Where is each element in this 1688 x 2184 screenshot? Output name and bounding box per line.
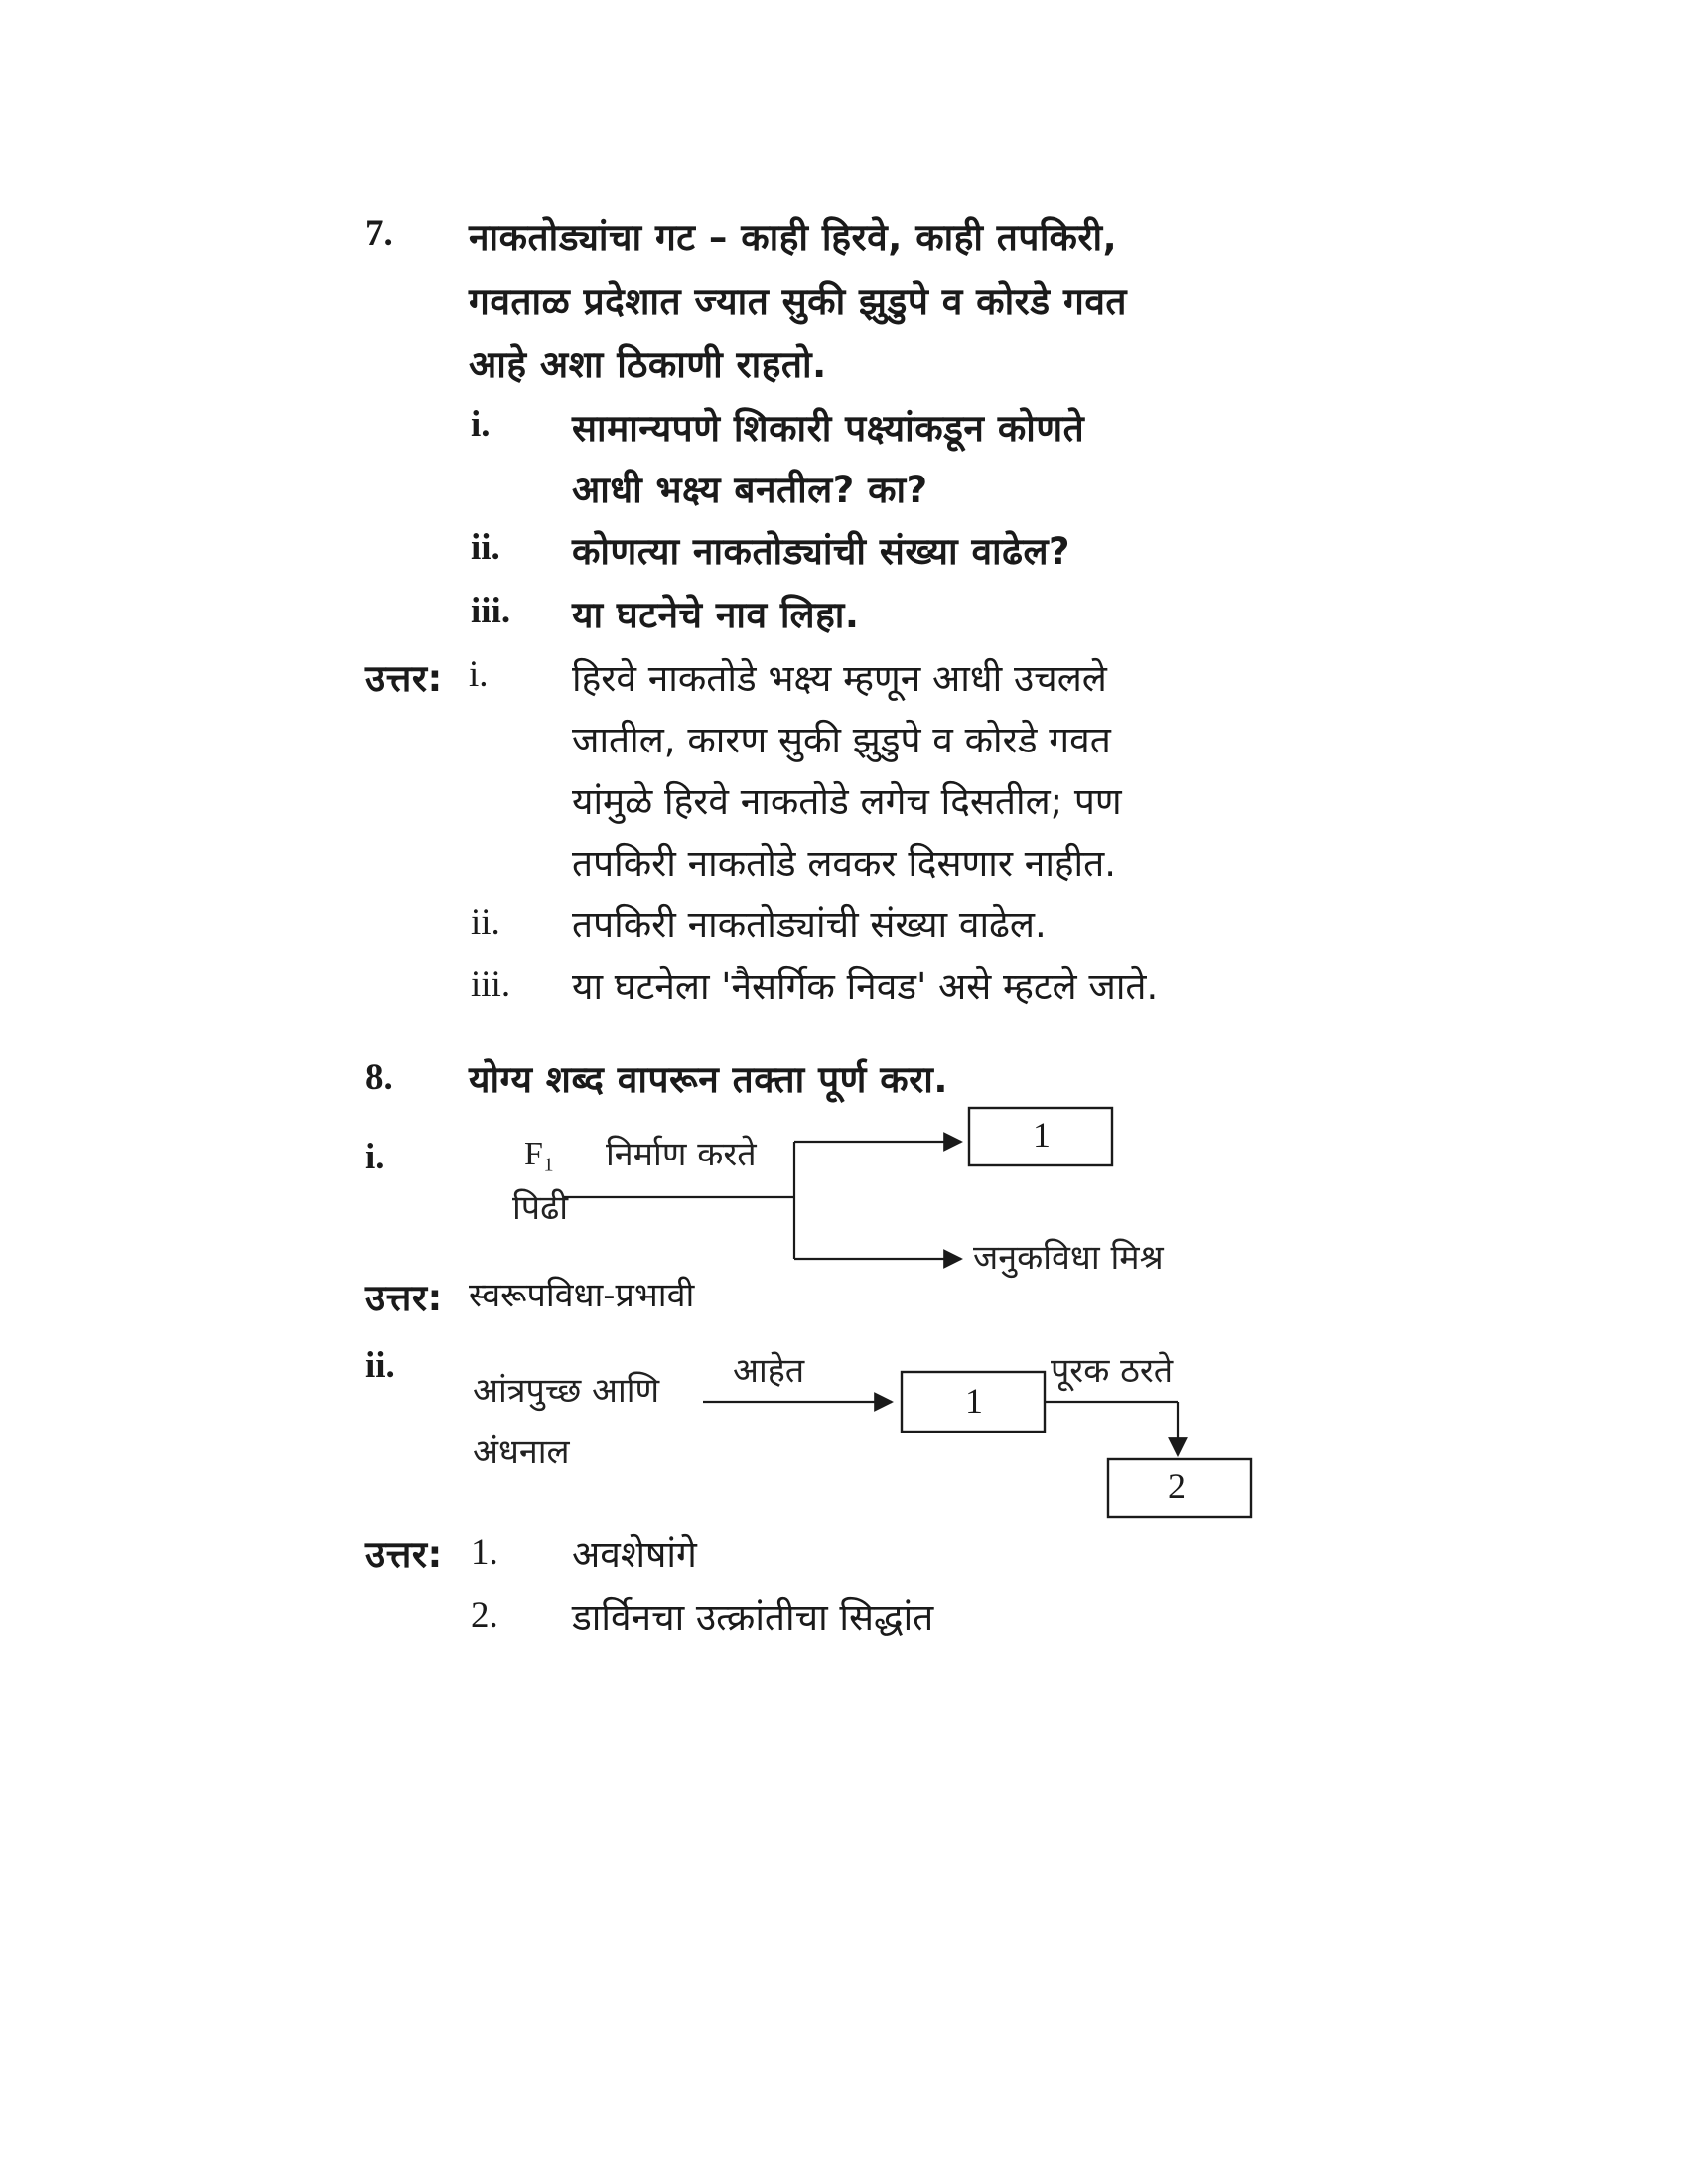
answer-label-part-i: उत्तर: [365, 1277, 443, 1319]
question-7-number: 7. [365, 213, 393, 254]
subquestion-i-line-1: सामान्यपणे शिकारी पक्ष्यांकडून कोणते [572, 407, 1085, 450]
answer-i-line-2: जातील, कारण सुकी झुडुपे व कोरडे गवत [572, 719, 1111, 761]
question-7-line-1: नाकतोड्यांचा गट – काही हिरवे, काही तपकिरी, [469, 216, 1118, 259]
answer-i-line-1: हिरवे नाकतोडे भक्ष्य म्हणून आधी उचलले [572, 657, 1107, 700]
question-7-line-2: गवताळ प्रदेशात ज्यात सुकी झुडुपे व कोरडे गवत [469, 280, 1127, 323]
answer-iii-number: iii. [471, 964, 511, 1005]
question-7-line-3: आहे अशा ठिकाणी राहतो. [469, 343, 827, 386]
subquestion-ii-number: ii. [471, 527, 500, 568]
answer-part-i: स्वरूपविधा-प्रभावी [469, 1276, 695, 1315]
part-ii-number: ii. [365, 1345, 395, 1386]
f1-label: F₁ [524, 1136, 555, 1172]
are-arrow-label: आहेत [733, 1351, 805, 1391]
answer-part-ii-1: अवशेषांगे [572, 1533, 697, 1575]
part-i-number: i. [365, 1137, 385, 1177]
appendix-and-caecum-line-2: अंधनाल [473, 1433, 570, 1472]
answer-iii-line-1: या घटनेला 'नैसर्गिक निवड' असे म्हटले जाते. [572, 965, 1159, 1008]
part-ii-box-2-label: 2 [1168, 1466, 1186, 1506]
answer-i-number: i. [469, 654, 489, 695]
question-8-number: 8. [365, 1057, 393, 1098]
produces-arrow-label: निर्माण करते [606, 1135, 757, 1174]
answer-i-line-3: यांमुळे हिरवे नाकतोडे लगेच दिसतील; पण [572, 780, 1122, 823]
genotype-mixed-label: जनुकविधा मिश्र [973, 1238, 1164, 1278]
question-8-text: योग्य शब्द वापरून तक्ता पूर्ण करा. [469, 1058, 948, 1101]
appendix-and-caecum-line-1: आंत्रपुच्छ आणि [473, 1371, 660, 1411]
answer-label-part-ii: उत्तर: [365, 1533, 443, 1575]
part-ii-box-1-label: 1 [965, 1381, 983, 1421]
subquestion-i-number: i. [471, 404, 491, 445]
part-i-box-1-label: 1 [1033, 1115, 1051, 1155]
subquestion-iii-number: iii. [471, 591, 511, 631]
answer-part-ii-1-number: 1. [471, 1532, 498, 1572]
answer-ii-number: ii. [471, 902, 500, 943]
subquestion-i-line-2: आधी भक्ष्य बनतील? का? [572, 469, 928, 511]
answer-part-ii-2: डार्विनचा उत्क्रांतीचा सिद्धांत [572, 1596, 934, 1639]
subquestion-iii-line-1: या घटनेचे नाव लिहा. [572, 594, 860, 636]
generation-label: पिढी [512, 1188, 569, 1228]
answer-ii-line-1: तपकिरी नाकतोड्यांची संख्या वाढेल. [572, 903, 1047, 946]
answer-label-q7: उत्तर: [365, 657, 443, 700]
subquestion-ii-line-1: कोणत्या नाकतोड्यांची संख्या वाढेल? [572, 530, 1070, 573]
answer-part-ii-2-number: 2. [471, 1595, 498, 1636]
answer-i-line-4: तपकिरी नाकतोडे लवकर दिसणार नाहीत. [572, 842, 1116, 885]
supportive-arrow-label: पूरक ठरते [1051, 1351, 1174, 1391]
